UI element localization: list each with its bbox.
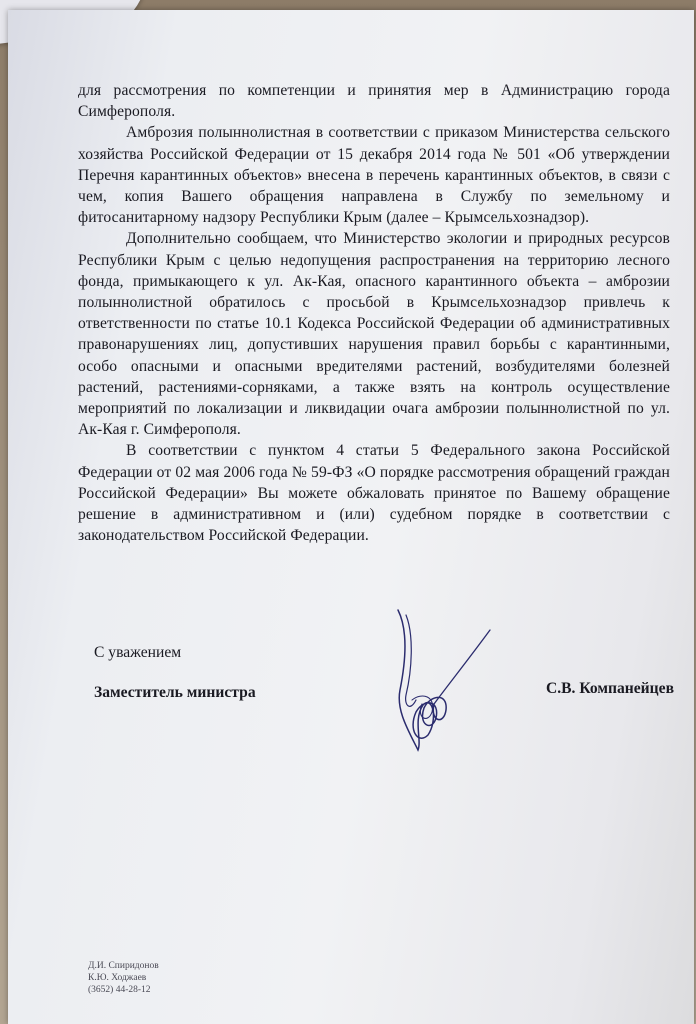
letter-page xyxy=(8,10,694,1024)
executor-1: Д.И. Спиридонов xyxy=(88,961,159,971)
executor-phone: (3652) 44-28-12 xyxy=(88,985,151,995)
handwritten-signature xyxy=(378,600,498,760)
closing-phrase: С уважением xyxy=(94,644,182,661)
signatory-position: Заместитель министра xyxy=(94,684,256,701)
letter-body xyxy=(78,80,670,546)
paragraph-ministry-request: Дополнительно сообщаем, что Министерство экологии и природных ресурсов Республики Крым с целью недопущения распространения на территорию лесного фонда, примыкающего к ул. Ак-Кая, опасного карантинного объекта – амброзии полыннолистной обратилось с просьбой в Крымсельхознадзор привлечь к ответственности по статье 10.1 Кодекса Российской Федерации об административных правонарушениях лиц, допустивших нарушения правил борьбы с карантинными, особо опасными и опасными вредителями растений, возбудителями болезней растений, растениями-сорняками, а также взять на контроль осуществление мероприятий по локализации и ликвидации очага амброзии полыннолистной по ул. Ак-Кая г. Симферополя. xyxy=(78,230,670,439)
paragraph-ambrosia-quarantine: Амброзия полыннолистная в соответствии с приказом Министерства сельского хозяйства Российской Федерации от 15 декабря 2014 года № 501 «Об утверждении Перечня карантинных объектов» внесена в перечень карантинных объектов, в связи с чем, копия Вашего обращения направлена в Службу по земельному и фитосанитарному надзору Республики Крым (далее – Крымсельхознадзор). xyxy=(78,124,670,227)
signatory-name: С.В. Компанейцев xyxy=(545,680,674,697)
executor-2: К.Ю. Ходжаев xyxy=(88,973,147,983)
paragraph-appeal-rights: В соответствии с пунктом 4 статьи 5 Федерального закона Российской Федерации от 02 мая 2006 года № 59-ФЗ «О порядке рассмотрения обращений граждан Российской Федерации» Вы можете обжаловать принятое по Вашему обращение решение в административном и (или) судебном порядке в соответствии с законодательством Российской Федерации. xyxy=(78,442,670,545)
executors-block xyxy=(88,960,159,996)
paragraph-continuation: для рассмотрения по компетенции и принятия мер в Администрацию города Симферополя. xyxy=(78,82,670,121)
